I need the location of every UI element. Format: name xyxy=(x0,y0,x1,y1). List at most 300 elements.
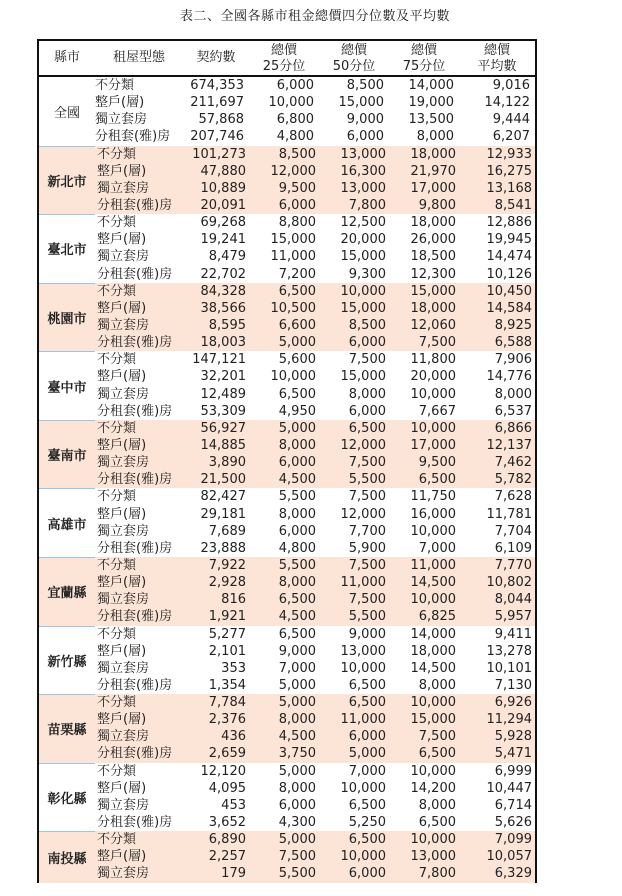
cell-p50: 8,000 xyxy=(348,386,386,402)
cell-p75: 10,000 xyxy=(410,420,456,436)
rental-type: 不分類 xyxy=(97,352,137,368)
rental-type: 不分類 xyxy=(97,215,137,231)
rental-type: 獨立套房 xyxy=(97,523,150,539)
table-row xyxy=(95,454,535,471)
cell-p50: 11,000 xyxy=(340,712,386,728)
county-group xyxy=(39,77,535,146)
rental-type: 整戶(層) xyxy=(97,369,147,385)
table-row xyxy=(95,540,535,557)
table-row xyxy=(95,591,535,608)
cell-avg: 16,275 xyxy=(486,163,532,179)
cell-p75: 7,800 xyxy=(418,866,456,882)
header-avg xyxy=(459,41,535,75)
cell-count: 1,921 xyxy=(208,609,246,625)
cell-p75: 16,000 xyxy=(410,506,456,522)
cell-p75: 14,000 xyxy=(410,626,456,642)
cell-p25: 7,500 xyxy=(278,849,316,865)
rental-type: 整戶(層) xyxy=(97,712,147,728)
cell-p50: 9,000 xyxy=(348,626,386,642)
county-name: 宜蘭縣 xyxy=(39,557,95,626)
cell-count: 211,697 xyxy=(190,95,244,111)
cell-count: 69,268 xyxy=(200,215,246,231)
table-row xyxy=(95,231,535,248)
cell-p75: 10,000 xyxy=(410,695,456,711)
cell-p75: 10,000 xyxy=(410,832,456,848)
rental-type: 獨立套房 xyxy=(97,455,150,471)
cell-p50: 5,250 xyxy=(348,815,386,831)
header-p75 xyxy=(389,41,459,75)
cell-p75: 12,300 xyxy=(410,266,456,282)
table-row xyxy=(95,368,535,385)
rental-type: 獨立套房 xyxy=(97,660,150,676)
cell-count: 3,652 xyxy=(208,815,246,831)
group-rows xyxy=(95,626,535,695)
cell-p50: 8,500 xyxy=(346,78,384,93)
cell-p50: 16,300 xyxy=(340,163,386,179)
cell-p75: 19,000 xyxy=(408,95,454,111)
table-row xyxy=(95,437,535,454)
county-group xyxy=(39,763,535,832)
cell-count: 14,885 xyxy=(200,437,246,453)
group-rows xyxy=(95,214,535,283)
cell-p75: 9,800 xyxy=(418,197,456,213)
cell-p25: 6,500 xyxy=(278,592,316,608)
county-name: 臺中市 xyxy=(39,351,95,420)
county-group xyxy=(39,420,535,489)
cell-avg: 10,447 xyxy=(486,780,532,796)
table-row xyxy=(95,523,535,540)
cell-count: 6,890 xyxy=(208,832,246,848)
county-group xyxy=(39,694,535,763)
county-name: 苗栗縣 xyxy=(39,694,95,763)
table-row xyxy=(95,317,535,334)
table-row xyxy=(95,214,535,231)
county-group xyxy=(39,831,535,882)
cell-p25: 5,500 xyxy=(278,557,316,573)
cell-avg: 5,471 xyxy=(494,746,532,762)
cell-p25: 8,000 xyxy=(278,437,316,453)
header-line: 平均數 xyxy=(477,59,517,74)
cell-p75: 15,000 xyxy=(410,283,456,299)
cell-count: 84,328 xyxy=(200,283,246,299)
cell-count: 23,888 xyxy=(200,540,246,556)
rent-statistics-table xyxy=(37,39,537,883)
rental-type: 整戶(層) xyxy=(97,780,147,796)
cell-p25: 9,500 xyxy=(278,180,316,196)
cell-p25: 5,500 xyxy=(278,489,316,505)
cell-p75: 7,000 xyxy=(418,540,456,556)
cell-p50: 5,500 xyxy=(348,609,386,625)
cell-avg: 10,101 xyxy=(486,660,532,676)
cell-avg: 8,541 xyxy=(494,197,532,213)
cell-p50: 7,500 xyxy=(348,489,386,505)
cell-p50: 7,800 xyxy=(348,197,386,213)
table-row xyxy=(95,94,535,111)
cell-avg: 7,704 xyxy=(494,523,532,539)
cell-p25: 6,000 xyxy=(278,797,316,813)
table-row xyxy=(95,711,535,728)
table-row xyxy=(95,351,535,368)
rental-type: 分租套(雅)房 xyxy=(97,540,173,556)
rental-type: 獨立套房 xyxy=(97,180,150,196)
county-group xyxy=(39,626,535,695)
cell-count: 674,353 xyxy=(190,78,244,93)
cell-count: 2,376 xyxy=(208,712,246,728)
cell-p75: 18,000 xyxy=(410,300,456,316)
cell-p50: 5,500 xyxy=(348,472,386,488)
group-rows xyxy=(95,146,535,215)
cell-avg: 13,278 xyxy=(486,643,532,659)
cell-p50: 6,500 xyxy=(348,695,386,711)
table-body xyxy=(39,77,535,883)
county-group xyxy=(39,214,535,283)
cell-avg: 19,945 xyxy=(486,232,532,248)
cell-p25: 5,600 xyxy=(278,352,316,368)
cell-count: 207,746 xyxy=(190,129,244,145)
cell-avg: 6,207 xyxy=(492,129,530,145)
cell-avg: 5,782 xyxy=(494,472,532,488)
rental-type: 整戶(層) xyxy=(95,95,145,111)
table-row xyxy=(95,163,535,180)
rental-type: 分租套(雅)房 xyxy=(97,266,173,282)
table-row xyxy=(95,865,535,882)
cell-p25: 5,000 xyxy=(278,420,316,436)
header-line: 總價 xyxy=(270,43,297,58)
cell-avg: 9,016 xyxy=(492,78,530,93)
rental-type: 不分類 xyxy=(97,557,137,573)
header-line: 25分位 xyxy=(262,59,306,74)
county-name: 高雄市 xyxy=(39,488,95,557)
cell-count: 19,241 xyxy=(200,232,246,248)
rental-type: 整戶(層) xyxy=(97,575,147,591)
cell-p75: 8,000 xyxy=(418,677,456,693)
rental-type: 獨立套房 xyxy=(97,249,150,265)
cell-p25: 3,750 xyxy=(278,746,316,762)
cell-p25: 11,000 xyxy=(270,249,316,265)
cell-p75: 6,500 xyxy=(418,746,456,762)
cell-count: 22,702 xyxy=(200,266,246,282)
cell-p50: 5,000 xyxy=(348,746,386,762)
cell-avg: 12,137 xyxy=(486,437,532,453)
group-rows xyxy=(95,763,535,832)
table-row xyxy=(95,557,535,574)
rental-type: 不分類 xyxy=(97,695,137,711)
table-row xyxy=(95,334,535,351)
cell-p50: 7,500 xyxy=(348,592,386,608)
cell-p50: 10,000 xyxy=(340,849,386,865)
cell-p50: 12,000 xyxy=(340,437,386,453)
group-rows xyxy=(95,420,535,489)
header-count: 契約數 xyxy=(196,50,236,65)
cell-count: 2,659 xyxy=(208,746,246,762)
cell-count: 32,201 xyxy=(200,369,246,385)
cell-p50: 9,300 xyxy=(348,266,386,282)
cell-avg: 10,126 xyxy=(486,266,532,282)
rental-type: 獨立套房 xyxy=(97,729,150,745)
cell-count: 18,003 xyxy=(200,335,246,351)
header-county: 縣市 xyxy=(53,50,80,65)
cell-p25: 4,500 xyxy=(278,729,316,745)
cell-p25: 4,800 xyxy=(276,129,314,145)
group-rows xyxy=(95,77,535,146)
county-group xyxy=(39,488,535,557)
rental-type: 獨立套房 xyxy=(97,317,150,333)
cell-p75: 13,500 xyxy=(408,112,454,128)
cell-p50: 6,000 xyxy=(348,403,386,419)
cell-p75: 11,000 xyxy=(410,557,456,573)
cell-p75: 13,000 xyxy=(410,849,456,865)
cell-p75: 26,000 xyxy=(410,232,456,248)
cell-p25: 4,500 xyxy=(278,609,316,625)
table-row xyxy=(95,128,535,145)
cell-p25: 8,000 xyxy=(278,712,316,728)
county-name: 彰化縣 xyxy=(39,763,95,832)
rental-type: 獨立套房 xyxy=(95,112,148,128)
cell-avg: 7,130 xyxy=(494,677,532,693)
table-row xyxy=(95,677,535,694)
cell-p75: 8,000 xyxy=(418,797,456,813)
cell-count: 53,309 xyxy=(200,403,246,419)
cell-p50: 8,500 xyxy=(348,317,386,333)
cell-count: 12,120 xyxy=(200,763,246,779)
rental-type: 分租套(雅)房 xyxy=(97,815,173,831)
table-row xyxy=(95,266,535,283)
cell-p25: 12,000 xyxy=(270,163,316,179)
cell-p25: 6,500 xyxy=(278,626,316,642)
cell-p50: 6,500 xyxy=(348,677,386,693)
cell-avg: 9,444 xyxy=(492,112,530,128)
cell-avg: 14,776 xyxy=(486,369,532,385)
header-p50 xyxy=(319,41,389,75)
county-name: 臺南市 xyxy=(39,420,95,489)
cell-p50: 7,000 xyxy=(348,763,386,779)
cell-p75: 6,500 xyxy=(418,815,456,831)
cell-p50: 6,000 xyxy=(348,866,386,882)
cell-p75: 15,000 xyxy=(410,712,456,728)
cell-p25: 6,000 xyxy=(276,78,314,93)
group-rows xyxy=(95,694,535,763)
cell-p75: 18,000 xyxy=(410,215,456,231)
cell-avg: 7,099 xyxy=(494,832,532,848)
cell-p75: 14,500 xyxy=(410,660,456,676)
table-row xyxy=(95,248,535,265)
group-rows xyxy=(95,831,535,882)
cell-p75: 14,200 xyxy=(410,780,456,796)
table-row xyxy=(95,488,535,505)
cell-count: 436 xyxy=(221,729,246,745)
cell-avg: 8,000 xyxy=(494,386,532,402)
cell-p50: 7,500 xyxy=(348,455,386,471)
rental-type: 獨立套房 xyxy=(97,866,150,882)
rental-type: 獨立套房 xyxy=(97,797,150,813)
cell-p25: 5,000 xyxy=(278,335,316,351)
cell-p75: 18,000 xyxy=(410,146,456,162)
cell-p50: 12,500 xyxy=(340,215,386,231)
cell-p75: 17,000 xyxy=(410,180,456,196)
group-rows xyxy=(95,351,535,420)
cell-p75: 14,500 xyxy=(410,575,456,591)
cell-p50: 6,500 xyxy=(348,797,386,813)
group-rows xyxy=(95,283,535,352)
cell-p25: 10,500 xyxy=(270,300,316,316)
cell-p25: 6,000 xyxy=(278,197,316,213)
cell-count: 4,095 xyxy=(208,780,246,796)
county-group xyxy=(39,557,535,626)
cell-p50: 11,000 xyxy=(340,575,386,591)
header-line: 總價 xyxy=(410,43,437,58)
cell-avg: 14,122 xyxy=(484,95,530,111)
county-group xyxy=(39,146,535,215)
cell-p75: 9,500 xyxy=(418,455,456,471)
cell-p50: 15,000 xyxy=(340,369,386,385)
cell-p75: 20,000 xyxy=(410,369,456,385)
table-row xyxy=(95,403,535,420)
cell-p75: 6,500 xyxy=(418,472,456,488)
table-row xyxy=(95,386,535,403)
rental-type: 不分類 xyxy=(97,626,137,642)
table-header xyxy=(39,41,535,77)
cell-p50: 10,000 xyxy=(340,660,386,676)
table-row xyxy=(95,471,535,488)
cell-count: 7,922 xyxy=(208,557,246,573)
cell-p25: 6,500 xyxy=(278,386,316,402)
cell-p25: 5,000 xyxy=(278,763,316,779)
table-row xyxy=(95,608,535,625)
cell-count: 7,689 xyxy=(208,523,246,539)
cell-p25: 7,000 xyxy=(278,660,316,676)
cell-count: 5,277 xyxy=(208,626,246,642)
cell-p25: 6,500 xyxy=(278,283,316,299)
county-name: 臺北市 xyxy=(39,214,95,283)
cell-avg: 5,626 xyxy=(494,815,532,831)
cell-p25: 10,000 xyxy=(268,95,314,111)
cell-p25: 8,000 xyxy=(278,506,316,522)
cell-p25: 8,000 xyxy=(278,780,316,796)
cell-count: 7,784 xyxy=(208,695,246,711)
cell-count: 10,889 xyxy=(200,180,246,196)
cell-avg: 6,714 xyxy=(494,797,532,813)
table-row xyxy=(95,111,535,128)
group-rows xyxy=(95,488,535,557)
cell-avg: 6,537 xyxy=(494,403,532,419)
table-row xyxy=(95,797,535,814)
cell-avg: 11,294 xyxy=(486,712,532,728)
cell-count: 20,091 xyxy=(200,197,246,213)
cell-avg: 6,109 xyxy=(494,540,532,556)
cell-avg: 14,474 xyxy=(486,249,532,265)
cell-p25: 4,500 xyxy=(278,472,316,488)
cell-count: 21,500 xyxy=(200,472,246,488)
cell-p75: 7,500 xyxy=(418,335,456,351)
cell-avg: 10,450 xyxy=(486,283,532,299)
cell-count: 82,427 xyxy=(200,489,246,505)
cell-p50: 7,500 xyxy=(348,352,386,368)
cell-p25: 4,950 xyxy=(278,403,316,419)
cell-count: 179 xyxy=(221,866,246,882)
cell-avg: 6,866 xyxy=(494,420,532,436)
cell-avg: 14,584 xyxy=(486,300,532,316)
cell-avg: 6,999 xyxy=(494,763,532,779)
rental-type: 整戶(層) xyxy=(97,437,147,453)
cell-p50: 9,000 xyxy=(346,112,384,128)
rental-type: 整戶(層) xyxy=(97,643,147,659)
cell-avg: 12,886 xyxy=(486,215,532,231)
cell-count: 353 xyxy=(221,660,246,676)
rental-type: 分租套(雅)房 xyxy=(97,197,173,213)
table-title: 表二、全國各縣市租金總價四分位數及平均數 xyxy=(179,9,450,24)
cell-count: 453 xyxy=(221,797,246,813)
table-row xyxy=(95,146,535,163)
cell-p75: 10,000 xyxy=(410,386,456,402)
table-row xyxy=(95,420,535,437)
rental-type: 不分類 xyxy=(97,832,137,848)
cell-count: 38,566 xyxy=(200,300,246,316)
cell-p25: 5,500 xyxy=(278,866,316,882)
rental-type: 整戶(層) xyxy=(97,506,147,522)
cell-p25: 6,600 xyxy=(278,317,316,333)
cell-p25: 5,000 xyxy=(278,832,316,848)
cell-p50: 13,000 xyxy=(340,146,386,162)
cell-p75: 10,000 xyxy=(410,763,456,779)
cell-count: 2,928 xyxy=(208,575,246,591)
cell-p50: 15,000 xyxy=(340,300,386,316)
table-row xyxy=(95,728,535,745)
header-line: 總價 xyxy=(483,43,510,58)
cell-p75: 10,000 xyxy=(410,592,456,608)
header-type: 租屋型態 xyxy=(112,50,165,65)
cell-p75: 14,000 xyxy=(408,78,454,93)
rental-type: 分租套(雅)房 xyxy=(95,129,171,145)
cell-p75: 6,825 xyxy=(418,609,456,625)
rental-type: 獨立套房 xyxy=(97,592,150,608)
cell-p50: 13,000 xyxy=(340,643,386,659)
table-row xyxy=(95,197,535,214)
cell-avg: 12,933 xyxy=(486,146,532,162)
rental-type: 不分類 xyxy=(95,78,135,93)
cell-p50: 7,500 xyxy=(348,557,386,573)
header-line: 50分位 xyxy=(332,59,376,74)
header-line: 75分位 xyxy=(402,59,446,74)
cell-p50: 5,900 xyxy=(348,540,386,556)
cell-p75: 12,060 xyxy=(410,317,456,333)
table-row xyxy=(95,300,535,317)
cell-p75: 10,000 xyxy=(410,523,456,539)
cell-avg: 5,928 xyxy=(494,729,532,745)
cell-p25: 4,800 xyxy=(278,540,316,556)
cell-p75: 18,000 xyxy=(410,643,456,659)
header-p25 xyxy=(249,41,319,75)
cell-count: 2,101 xyxy=(208,643,246,659)
table-row xyxy=(95,574,535,591)
rental-type: 不分類 xyxy=(97,283,137,299)
cell-p25: 8,500 xyxy=(278,146,316,162)
cell-p25: 5,000 xyxy=(278,677,316,693)
county-group xyxy=(39,283,535,352)
cell-p75: 11,800 xyxy=(410,352,456,368)
rental-type: 不分類 xyxy=(97,763,137,779)
cell-p50: 10,000 xyxy=(340,283,386,299)
cell-p50: 15,000 xyxy=(338,95,384,111)
cell-count: 12,489 xyxy=(200,386,246,402)
cell-p25: 9,000 xyxy=(278,643,316,659)
rental-type: 獨立套房 xyxy=(97,386,150,402)
cell-p25: 15,000 xyxy=(270,232,316,248)
cell-p50: 20,000 xyxy=(340,232,386,248)
cell-avg: 7,770 xyxy=(494,557,532,573)
cell-p50: 7,700 xyxy=(348,523,386,539)
cell-count: 47,880 xyxy=(200,163,246,179)
rental-type: 分租套(雅)房 xyxy=(97,403,173,419)
